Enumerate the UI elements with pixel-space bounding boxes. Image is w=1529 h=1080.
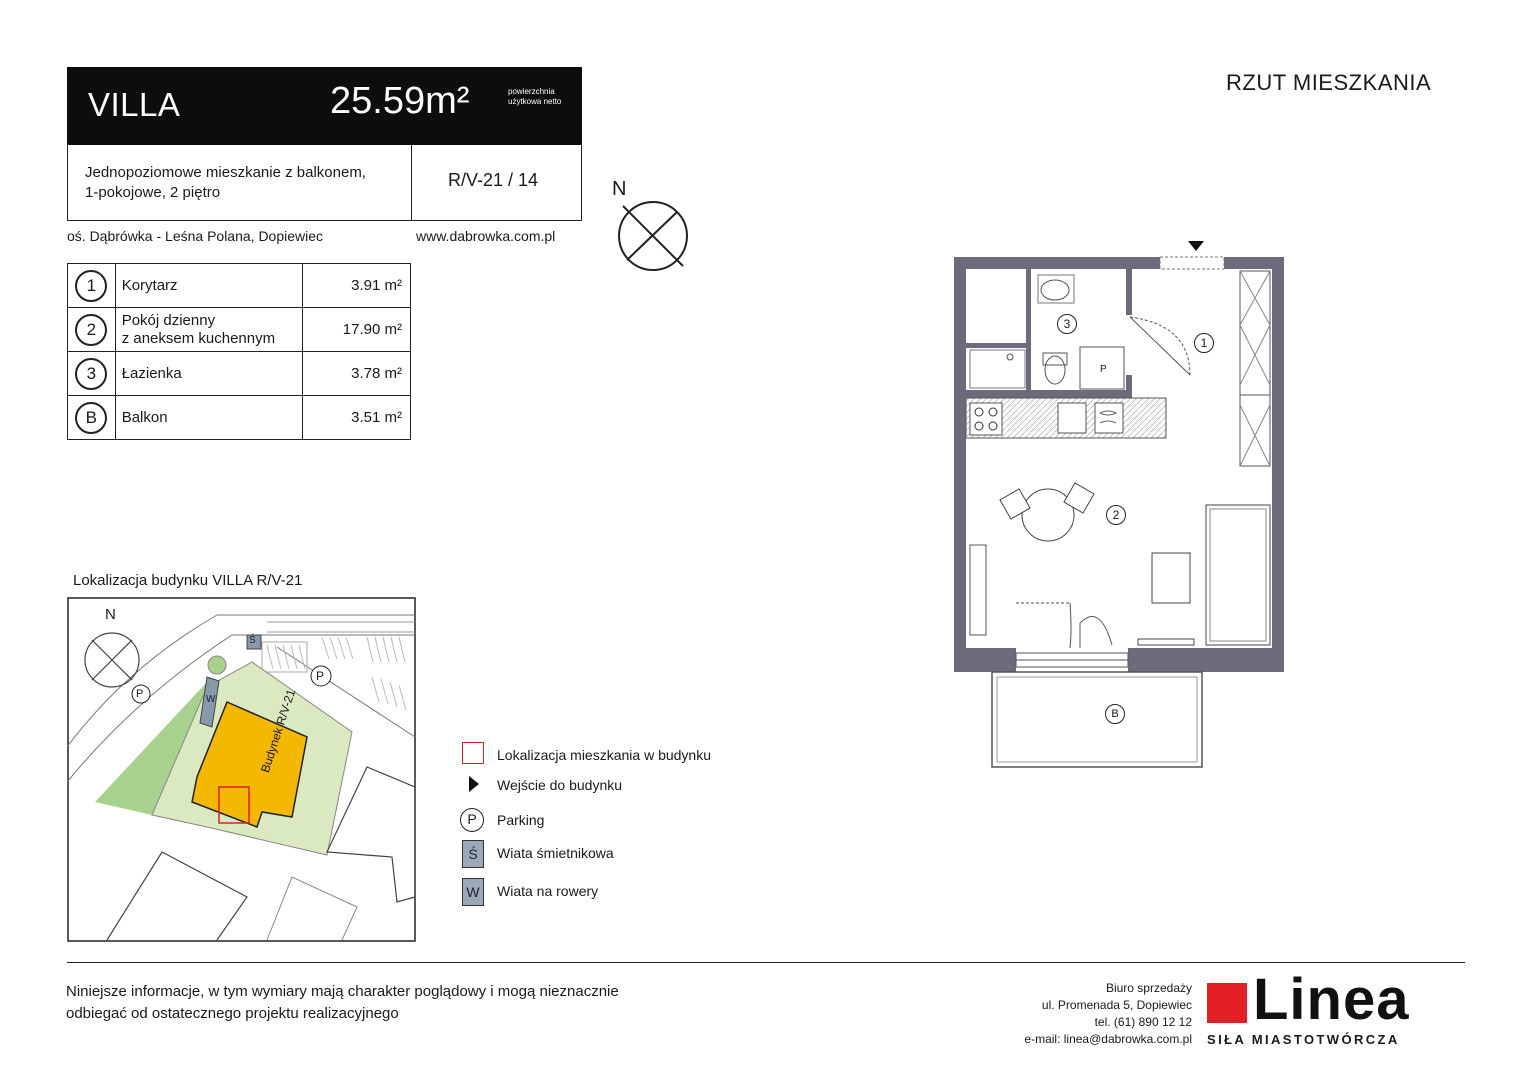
room-number: 2 [75, 314, 107, 346]
legend-label: Lokalizacja mieszkania w budynku [497, 747, 711, 763]
plan-label-room-1: 1 [1194, 333, 1214, 353]
room-area: 3.91 m² [303, 264, 411, 308]
office-label: Biuro sprzedaży [1105, 981, 1192, 995]
legend-label: Wejście do budynku [497, 777, 623, 793]
apartment-location-icon [462, 742, 484, 764]
brand-logo: Linea [1253, 967, 1410, 1032]
room-number: B [75, 402, 107, 434]
parking-icon: P [460, 808, 484, 832]
brand-tagline: SIŁA MIASTOTWÓRCZA [1207, 1032, 1400, 1047]
office-address: ul. Promenada 5, Dopiewiec [1041, 998, 1192, 1012]
description-line-2: 1-pokojowe, 2 piętro [85, 184, 221, 201]
legend-label: Wiata na rowery [497, 883, 599, 899]
apartment-description [85, 163, 415, 203]
legend-label: Wiata śmietnikowa [497, 845, 614, 861]
table-row [68, 396, 411, 440]
office-email[interactable]: e-mail: linea@dabrowka.com.pl [1024, 1032, 1192, 1046]
apartment-area: 25.59m² [330, 80, 470, 122]
site-north-label: N [105, 606, 116, 623]
table-row [68, 352, 411, 396]
site-map-title: Lokalizacja budynku VILLA R/V-21 [73, 572, 303, 589]
apartment-type: VILLA [88, 86, 181, 123]
site-bin-label: Ś [249, 635, 256, 646]
contact-info [900, 980, 1192, 1048]
entrance-arrow-icon [468, 775, 480, 793]
description-line-1: Jednopoziomowe mieszkanie z balkonem, [85, 164, 366, 181]
office-phone[interactable]: tel. (61) 890 12 12 [1094, 1015, 1192, 1029]
website-link[interactable]: www.dabrowka.com.pl [416, 228, 556, 244]
building-label: Budynek R/V-21 [258, 687, 299, 775]
room-number: 1 [75, 270, 107, 302]
area-note: powierzchnia użytkowa netto [508, 87, 562, 106]
site-map [67, 597, 417, 943]
bin-shelter-icon: Ś [462, 840, 484, 868]
compass-icon [615, 198, 691, 274]
disclaimer [66, 981, 766, 1025]
plan-label-shower: P [1100, 364, 1107, 375]
apartment-code: R/V-21 / 14 [448, 170, 539, 190]
plan-label-balcony: B [1105, 704, 1125, 724]
north-label: N [612, 178, 627, 200]
footer-divider [67, 962, 1465, 963]
room-name: Pokój dzienny [121, 311, 216, 329]
site-parking-label: P [316, 669, 325, 683]
room-area: 3.78 m² [303, 352, 411, 396]
legend-label: Parking [497, 812, 545, 828]
plan-title: RZUT MIESZKANIA [1226, 70, 1432, 95]
room-name: Balkon [121, 408, 168, 426]
room-area: 3.51 m² [303, 396, 411, 440]
rooms-table [67, 263, 411, 440]
room-name: Korytarz [121, 276, 178, 294]
table-row [68, 264, 411, 308]
logo-square-icon [1207, 983, 1247, 1023]
estate-location: oś. Dąbrówka - Leśna Polana, Dopiewiec [67, 228, 324, 244]
room-name-line-2: z aneksem kuchennym [121, 329, 276, 347]
bike-shelter-icon: W [462, 878, 484, 906]
room-number: 3 [75, 358, 107, 390]
site-parking-label: P [136, 688, 144, 700]
site-bike-label: W [206, 694, 216, 705]
room-name: Łazienka [121, 364, 182, 382]
plan-label-room-2: 2 [1106, 505, 1126, 525]
disclaimer-line-1: Niniejsze informacje, w tym wymiary mają charakter poglądowy i mogą nieznacznie [66, 983, 619, 1000]
table-row [68, 308, 411, 352]
room-area: 17.90 m² [303, 308, 411, 352]
plan-label-room-3: 3 [1057, 314, 1077, 334]
disclaimer-line-2: odbiegać od ostatecznego projektu realizacyjnego [66, 1005, 399, 1022]
